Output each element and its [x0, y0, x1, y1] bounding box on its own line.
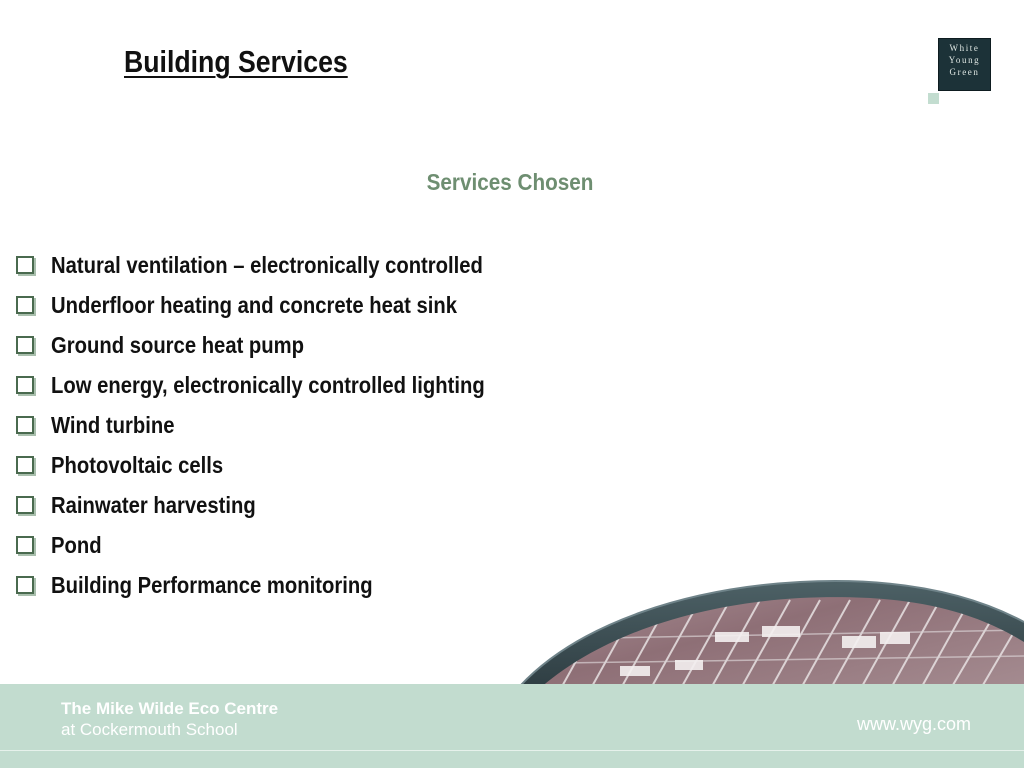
footer-band — [0, 684, 1024, 768]
checkbox-icon — [16, 336, 34, 354]
list-item-text: Natural ventilation – electronically controlled — [51, 251, 483, 278]
list-item-text: Photovoltaic cells — [51, 451, 224, 478]
logo-line-green: Green — [949, 67, 980, 77]
slide-title: Building Services — [124, 44, 348, 79]
checkbox-icon — [16, 376, 34, 394]
list-item-text: Ground source heat pump — [51, 331, 305, 358]
logo-line-white: White — [949, 43, 980, 53]
list-item — [16, 525, 544, 565]
list-item — [16, 485, 544, 525]
checkbox-icon — [16, 456, 34, 474]
logo-text — [938, 42, 991, 78]
checkbox-icon — [16, 576, 34, 594]
section-subtitle: Services Chosen — [426, 169, 594, 195]
logo-line-young: Young — [948, 55, 981, 65]
list-item — [16, 325, 544, 365]
list-item — [16, 405, 544, 445]
checkbox-icon — [16, 296, 34, 314]
checkbox-icon — [16, 416, 34, 434]
checkbox-icon — [16, 536, 34, 554]
list-item — [16, 285, 544, 325]
list-item-text: Pond — [51, 531, 102, 558]
footer-subtitle: at Cockermouth School — [61, 720, 238, 739]
list-item — [16, 445, 544, 485]
wyg-logo — [928, 38, 992, 104]
list-item — [16, 365, 544, 405]
footer-url-link[interactable]: www.wyg.com — [856, 714, 971, 734]
list-item-text: Building Performance monitoring — [51, 571, 373, 598]
footer-divider — [0, 750, 1024, 751]
footer-title: The Mike Wilde Eco Centre — [61, 699, 279, 718]
list-item-text: Wind turbine — [51, 411, 175, 438]
checkbox-icon — [16, 256, 34, 274]
list-item-text: Underfloor heating and concrete heat sink — [51, 291, 457, 318]
services-list — [16, 245, 544, 605]
list-item — [16, 245, 544, 285]
list-item — [16, 565, 544, 605]
checkbox-icon — [16, 496, 34, 514]
list-item-text: Low energy, electronically controlled lighting — [51, 371, 485, 398]
list-item-text: Rainwater harvesting — [51, 491, 256, 518]
eco-centre-building-image — [500, 560, 1024, 690]
logo-accent-square — [928, 93, 939, 104]
